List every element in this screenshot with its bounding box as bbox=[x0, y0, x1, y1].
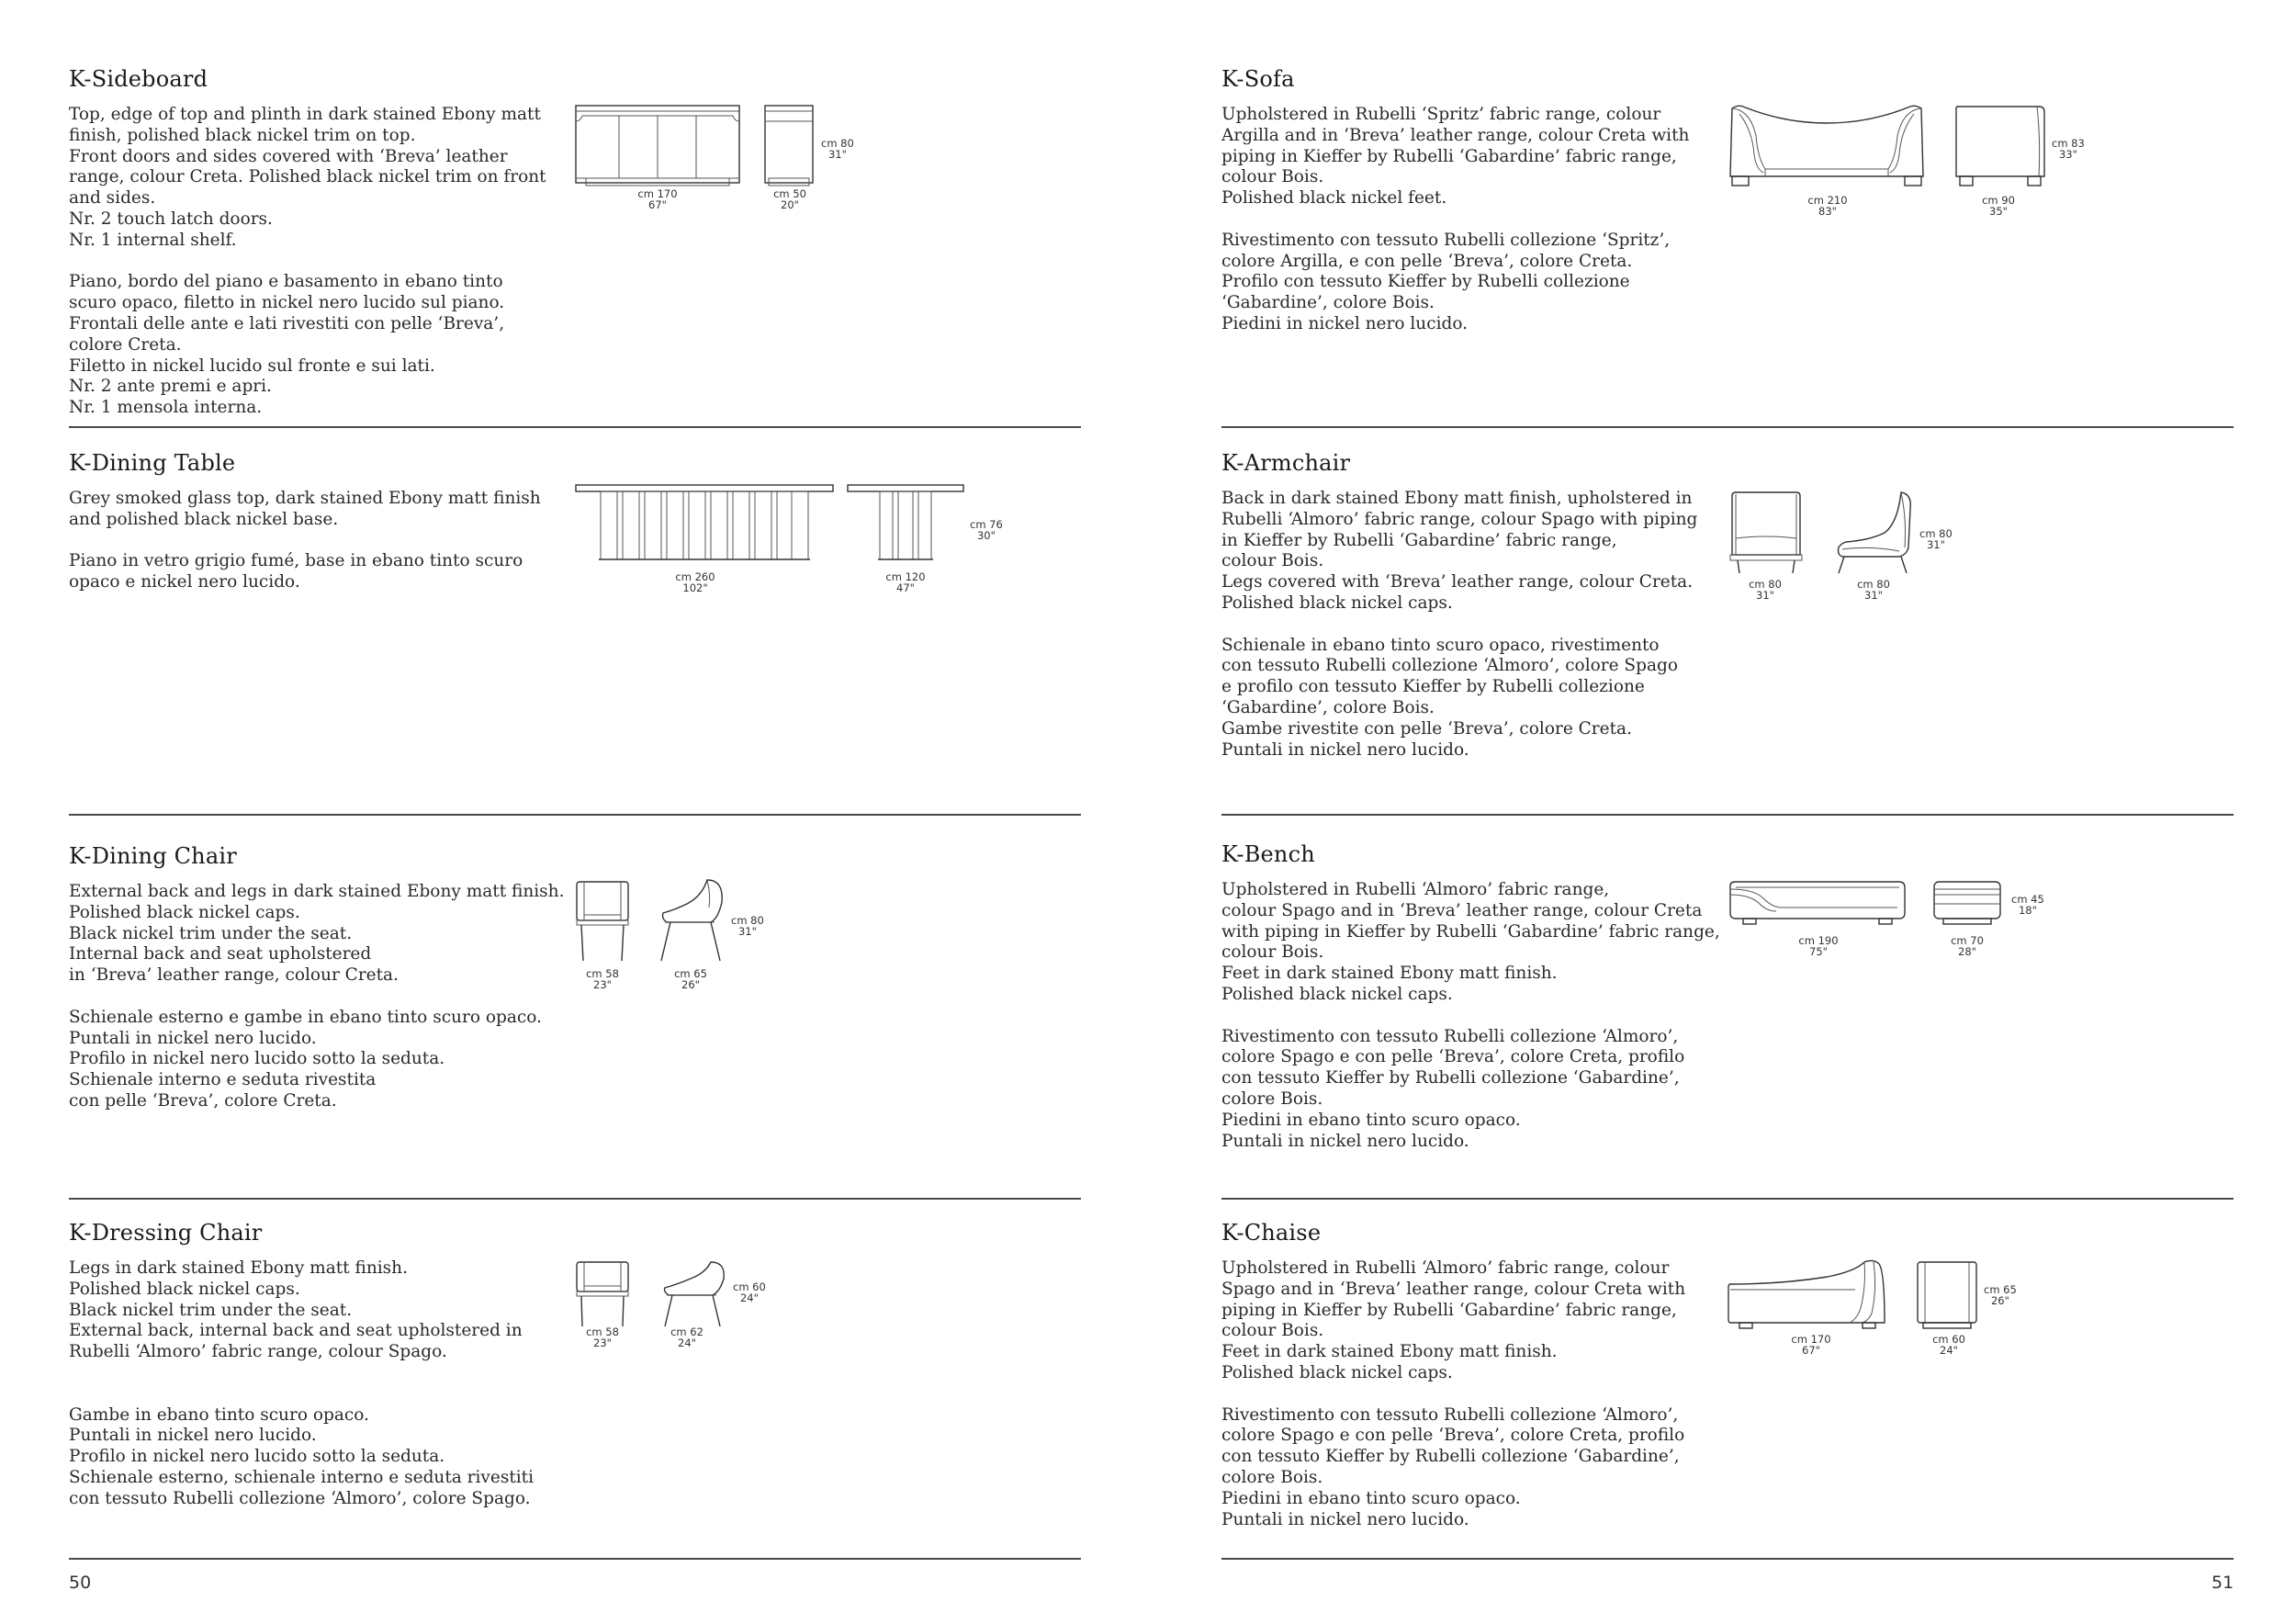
description-en bbox=[69, 1258, 534, 1363]
text-line: Piedini in ebano tinto scuro opaco. bbox=[1221, 1110, 1521, 1130]
text-line: scuro opaco, filetto in nickel nero lucido sul piano. bbox=[69, 293, 505, 313]
armchair-side-drawing bbox=[1833, 491, 1916, 575]
text-line: and polished black nickel base. bbox=[69, 509, 339, 529]
dim-height: cm 65 26" bbox=[1984, 1283, 2017, 1307]
chaise-side-drawing bbox=[1916, 1258, 1980, 1332]
product-title: K-Dressing Chair bbox=[69, 1220, 263, 1246]
text-line: Piedini in ebano tinto scuro opaco. bbox=[1221, 1488, 1521, 1508]
section-dining-chair bbox=[69, 843, 564, 1112]
product-title: K-Sofa bbox=[1221, 66, 1295, 92]
dim-depth: cm 50 20" bbox=[773, 187, 806, 211]
text-line: Front doors and sides covered with ‘Breva’ leather bbox=[69, 146, 508, 166]
dim-width: cm 58 23" bbox=[586, 967, 619, 991]
text-line: Polished black nickel feet. bbox=[1221, 188, 1447, 209]
dim-height: cm 76 30" bbox=[970, 518, 1003, 542]
text-line: colour Bois. bbox=[1221, 167, 1324, 187]
text-line: colore Argilla, e con pelle ‘Breva’, colore Creta. bbox=[1221, 251, 1633, 271]
gap bbox=[69, 252, 546, 273]
text-line: Piedini in nickel nero lucido. bbox=[1221, 313, 1469, 333]
text-line: Rubelli ‘Almoro’ fabric range, colour Spago. bbox=[69, 1342, 447, 1362]
sofa-front-drawing bbox=[1728, 103, 1925, 191]
text-line: Filetto in nickel lucido sul fronte e sui lati. bbox=[69, 355, 435, 376]
dim-depth: cm 90 35" bbox=[1982, 194, 2015, 218]
dim-depth: cm 60 24" bbox=[1932, 1333, 1965, 1357]
description-it bbox=[1221, 1405, 1685, 1531]
text-line: Back in dark stained Ebony matt finish, upholstered in bbox=[1221, 489, 1693, 508]
text-line: Black nickel trim under the seat. bbox=[69, 1300, 353, 1320]
divider bbox=[69, 1198, 1081, 1200]
text-line: colore Bois. bbox=[1221, 1467, 1323, 1487]
gap bbox=[69, 987, 564, 1008]
bench-front-drawing bbox=[1727, 880, 1908, 926]
page-number-right: 51 bbox=[2212, 1573, 2234, 1593]
sideboard-side-drawing bbox=[764, 105, 814, 187]
dim-depth: cm 120 47" bbox=[885, 570, 926, 594]
sofa-side-drawing bbox=[1954, 103, 2046, 191]
description-it bbox=[69, 272, 546, 419]
text-line: Rivestimento con tessuto Rubelli collezione ‘Spritz’, bbox=[1221, 230, 1671, 250]
section-dressing-chair bbox=[69, 1220, 534, 1510]
text-line: Legs in dark stained Ebony matt finish. bbox=[69, 1258, 408, 1278]
divider bbox=[1221, 1198, 2234, 1200]
text-line: Gambe rivestite con pelle ‘Breva’, colore Creta. bbox=[1221, 718, 1632, 739]
dim-width: cm 190 75" bbox=[1798, 934, 1839, 958]
text-line: Rivestimento con tessuto Rubelli collezione ‘Almoro’, bbox=[1221, 1404, 1679, 1425]
description-it bbox=[69, 551, 541, 593]
text-line: colour Bois. bbox=[1221, 942, 1324, 963]
text-line: colour Bois. bbox=[1221, 1321, 1324, 1341]
text-line: Black nickel trim under the seat. bbox=[69, 923, 353, 943]
product-title: K-Dining Table bbox=[69, 450, 236, 476]
text-line: colour Spago and in ‘Breva’ leather range, colour Creta bbox=[1221, 900, 1703, 920]
text-line: Rubelli ‘Almoro’ fabric range, colour Spago with piping bbox=[1221, 509, 1698, 529]
text-line: Rivestimento con tessuto Rubelli collezione ‘Almoro’, bbox=[1221, 1026, 1679, 1046]
dim-height: cm 45 18" bbox=[2011, 893, 2044, 917]
text-line: colore Spago e con pelle ‘Breva’, colore Creta, profilo bbox=[1221, 1047, 1685, 1067]
dim-height: cm 80 31" bbox=[821, 137, 854, 161]
text-line: con tessuto Kieffer by Rubelli collezione ‘Gabardine’, bbox=[1221, 1447, 1680, 1467]
product-title: K-Dining Chair bbox=[69, 843, 237, 869]
sideboard-front-drawing bbox=[575, 105, 740, 187]
dim-width: cm 170 67" bbox=[1791, 1333, 1831, 1357]
dining-table-side-drawing bbox=[847, 484, 964, 563]
text-line: Nr. 2 touch latch doors. bbox=[69, 209, 273, 229]
text-line: range, colour Creta. Polished black nickel trim on front bbox=[69, 167, 546, 187]
text-line: in ‘Breva’ leather range, colour Creta. bbox=[69, 965, 399, 986]
text-line: Polished black nickel caps. bbox=[69, 1279, 300, 1299]
gap bbox=[69, 531, 541, 552]
description-it bbox=[1221, 1027, 1720, 1153]
text-line: Piano in vetro grigio fumé, base in ebano tinto scuro bbox=[69, 551, 523, 571]
section-armchair bbox=[1221, 450, 1697, 761]
section-sofa bbox=[1221, 66, 1689, 335]
bench-side-drawing bbox=[1932, 880, 2002, 926]
chaise-front-drawing bbox=[1727, 1258, 1890, 1332]
gap bbox=[1221, 615, 1697, 636]
text-line: Polished black nickel caps. bbox=[1221, 1362, 1453, 1382]
text-line: and sides. bbox=[69, 188, 156, 209]
text-line: Internal back and seat upholstered bbox=[69, 944, 372, 964]
text-line: Spago and in ‘Breva’ leather range, colour Creta with bbox=[1221, 1279, 1686, 1299]
text-line: Polished black nickel caps. bbox=[69, 902, 300, 922]
description-it bbox=[1221, 636, 1697, 761]
text-line: Feet in dark stained Ebony matt finish. bbox=[1221, 964, 1558, 984]
text-line: Schienale esterno, schienale interno e seduta rivestiti bbox=[69, 1467, 535, 1487]
text-line: External back and legs in dark stained Ebony matt finish. bbox=[69, 882, 565, 901]
gap bbox=[69, 1363, 534, 1405]
text-line: Puntali in nickel nero lucido. bbox=[1221, 1131, 1469, 1151]
description-en bbox=[69, 489, 541, 531]
text-line: Nr. 1 internal shelf. bbox=[69, 230, 237, 250]
description-en bbox=[1221, 105, 1689, 209]
dim-width: cm 260 102" bbox=[675, 570, 715, 594]
text-line: Upholstered in Rubelli ‘Spritz’ fabric range, colour bbox=[1221, 105, 1661, 124]
product-title: K-Chaise bbox=[1221, 1220, 1322, 1246]
divider bbox=[69, 1558, 1081, 1560]
text-line: e profilo con tessuto Kieffer by Rubelli collezione bbox=[1221, 677, 1645, 697]
text-line: Puntali in nickel nero lucido. bbox=[69, 1028, 317, 1048]
text-line: colore Bois. bbox=[1221, 1088, 1323, 1109]
text-line: Frontali delle ante e lati rivestiti con pelle ‘Breva’, bbox=[69, 313, 505, 333]
description-en bbox=[69, 882, 564, 987]
product-title: K-Sideboard bbox=[69, 66, 208, 92]
dim-height: cm 60 24" bbox=[733, 1280, 766, 1304]
text-line: with piping in Kieffer by Rubelli ‘Gabardine’ fabric range, bbox=[1221, 921, 1720, 942]
text-line: Polished black nickel caps. bbox=[1221, 592, 1453, 613]
text-line: ‘Gabardine’, colore Bois. bbox=[1221, 293, 1435, 313]
gap bbox=[1221, 209, 1689, 231]
dining-table-front-drawing bbox=[575, 484, 834, 563]
dim-width: cm 80 31" bbox=[1749, 578, 1782, 602]
text-line: Legs covered with ‘Breva’ leather range, colour Creta. bbox=[1221, 572, 1694, 592]
text-line: Piano, bordo del piano e basamento in ebano tinto bbox=[69, 272, 503, 292]
text-line: colore Creta. bbox=[69, 334, 182, 355]
section-sideboard bbox=[69, 66, 546, 419]
divider bbox=[1221, 1558, 2234, 1560]
description-it bbox=[1221, 231, 1689, 335]
divider bbox=[69, 814, 1081, 816]
text-line: con tessuto Rubelli collezione ‘Almoro’, colore Spago bbox=[1221, 656, 1678, 676]
section-dining-table bbox=[69, 450, 541, 593]
dim-height: cm 80 31" bbox=[731, 914, 764, 938]
text-line: Schienale in ebano tinto scuro opaco, rivestimento bbox=[1221, 635, 1660, 655]
text-line: piping in Kieffer by Rubelli ‘Gabardine’ fabric range, bbox=[1221, 1300, 1677, 1320]
text-line: Grey smoked glass top, dark stained Ebony matt finish bbox=[69, 489, 541, 508]
description-en bbox=[1221, 489, 1697, 615]
text-line: con tessuto Rubelli collezione ‘Almoro’, colore Spago. bbox=[69, 1488, 531, 1508]
description-en bbox=[1221, 880, 1720, 1006]
text-line: Puntali in nickel nero lucido. bbox=[1221, 739, 1469, 760]
dim-height: cm 83 33" bbox=[2052, 137, 2085, 161]
dressing-chair-side-drawing bbox=[656, 1258, 727, 1328]
text-line: Argilla and in ‘Breva’ leather range, colour Creta with bbox=[1221, 125, 1690, 145]
text-line: Gambe in ebano tinto scuro opaco. bbox=[69, 1404, 369, 1425]
description-it bbox=[69, 1008, 564, 1112]
divider bbox=[1221, 814, 2234, 816]
text-line: Schienale interno e seduta rivestita bbox=[69, 1070, 377, 1090]
armchair-front-drawing bbox=[1727, 491, 1806, 575]
dim-width: cm 210 83" bbox=[1807, 194, 1848, 218]
dim-depth: cm 80 31" bbox=[1857, 578, 1890, 602]
section-chaise bbox=[1221, 1220, 1685, 1530]
dining-chair-front-drawing bbox=[575, 880, 630, 963]
text-line: ‘Gabardine’, colore Bois. bbox=[1221, 697, 1435, 717]
text-line: Profilo in nickel nero lucido sotto la seduta. bbox=[69, 1049, 445, 1069]
dim-depth: cm 70 28" bbox=[1951, 934, 1984, 958]
description-en bbox=[1221, 1258, 1685, 1384]
gap bbox=[1221, 1006, 1720, 1027]
dining-chair-side-drawing bbox=[654, 876, 726, 963]
gap bbox=[1221, 1384, 1685, 1405]
text-line: Upholstered in Rubelli ‘Almoro’ fabric range, colour bbox=[1221, 1258, 1670, 1278]
dim-width: cm 58 23" bbox=[586, 1325, 619, 1349]
text-line: colour Bois. bbox=[1221, 551, 1324, 571]
text-line: finish, polished black nickel trim on top. bbox=[69, 125, 416, 145]
text-line: colore Spago e con pelle ‘Breva’, colore Creta, profilo bbox=[1221, 1426, 1685, 1446]
text-line: Puntali in nickel nero lucido. bbox=[69, 1426, 317, 1446]
text-line: Polished black nickel caps. bbox=[1221, 984, 1453, 1004]
text-line: Top, edge of top and plinth in dark stained Ebony matt bbox=[69, 105, 541, 124]
dim-height: cm 80 31" bbox=[1919, 527, 1953, 551]
text-line: Upholstered in Rubelli ‘Almoro’ fabric range, bbox=[1221, 880, 1610, 899]
description-it bbox=[69, 1405, 534, 1510]
product-title: K-Bench bbox=[1221, 841, 1315, 867]
text-line: con tessuto Kieffer by Rubelli collezione ‘Gabardine’, bbox=[1221, 1068, 1680, 1088]
text-line: in Kieffer by Rubelli ‘Gabardine’ fabric range, bbox=[1221, 530, 1617, 550]
text-line: Profilo in nickel nero lucido sotto la seduta. bbox=[69, 1447, 445, 1467]
description-en bbox=[69, 105, 546, 252]
text-line: piping in Kieffer by Rubelli ‘Gabardine’ fabric range, bbox=[1221, 146, 1677, 166]
text-line: Profilo con tessuto Kieffer by Rubelli collezione bbox=[1221, 272, 1630, 292]
section-bench bbox=[1221, 841, 1720, 1152]
dim-width: cm 170 67" bbox=[637, 187, 678, 211]
text-line: External back, internal back and seat upholstered in bbox=[69, 1321, 523, 1341]
text-line: Schienale esterno e gambe in ebano tinto scuro opaco. bbox=[69, 1007, 542, 1027]
page-number-left: 50 bbox=[69, 1573, 92, 1593]
dressing-chair-front-drawing bbox=[575, 1260, 630, 1328]
text-line: Feet in dark stained Ebony matt finish. bbox=[1221, 1342, 1558, 1362]
text-line: Puntali in nickel nero lucido. bbox=[1221, 1509, 1469, 1529]
product-title: K-Armchair bbox=[1221, 450, 1351, 476]
dim-depth: cm 65 26" bbox=[674, 967, 707, 991]
text-line: Nr. 1 mensola interna. bbox=[69, 398, 263, 418]
dim-depth: cm 62 24" bbox=[670, 1325, 703, 1349]
text-line: con pelle ‘Breva’, colore Creta. bbox=[69, 1090, 337, 1111]
text-line: opaco e nickel nero lucido. bbox=[69, 572, 300, 592]
divider bbox=[1221, 426, 2234, 428]
text-line: Nr. 2 ante premi e apri. bbox=[69, 377, 272, 397]
divider bbox=[69, 426, 1081, 428]
